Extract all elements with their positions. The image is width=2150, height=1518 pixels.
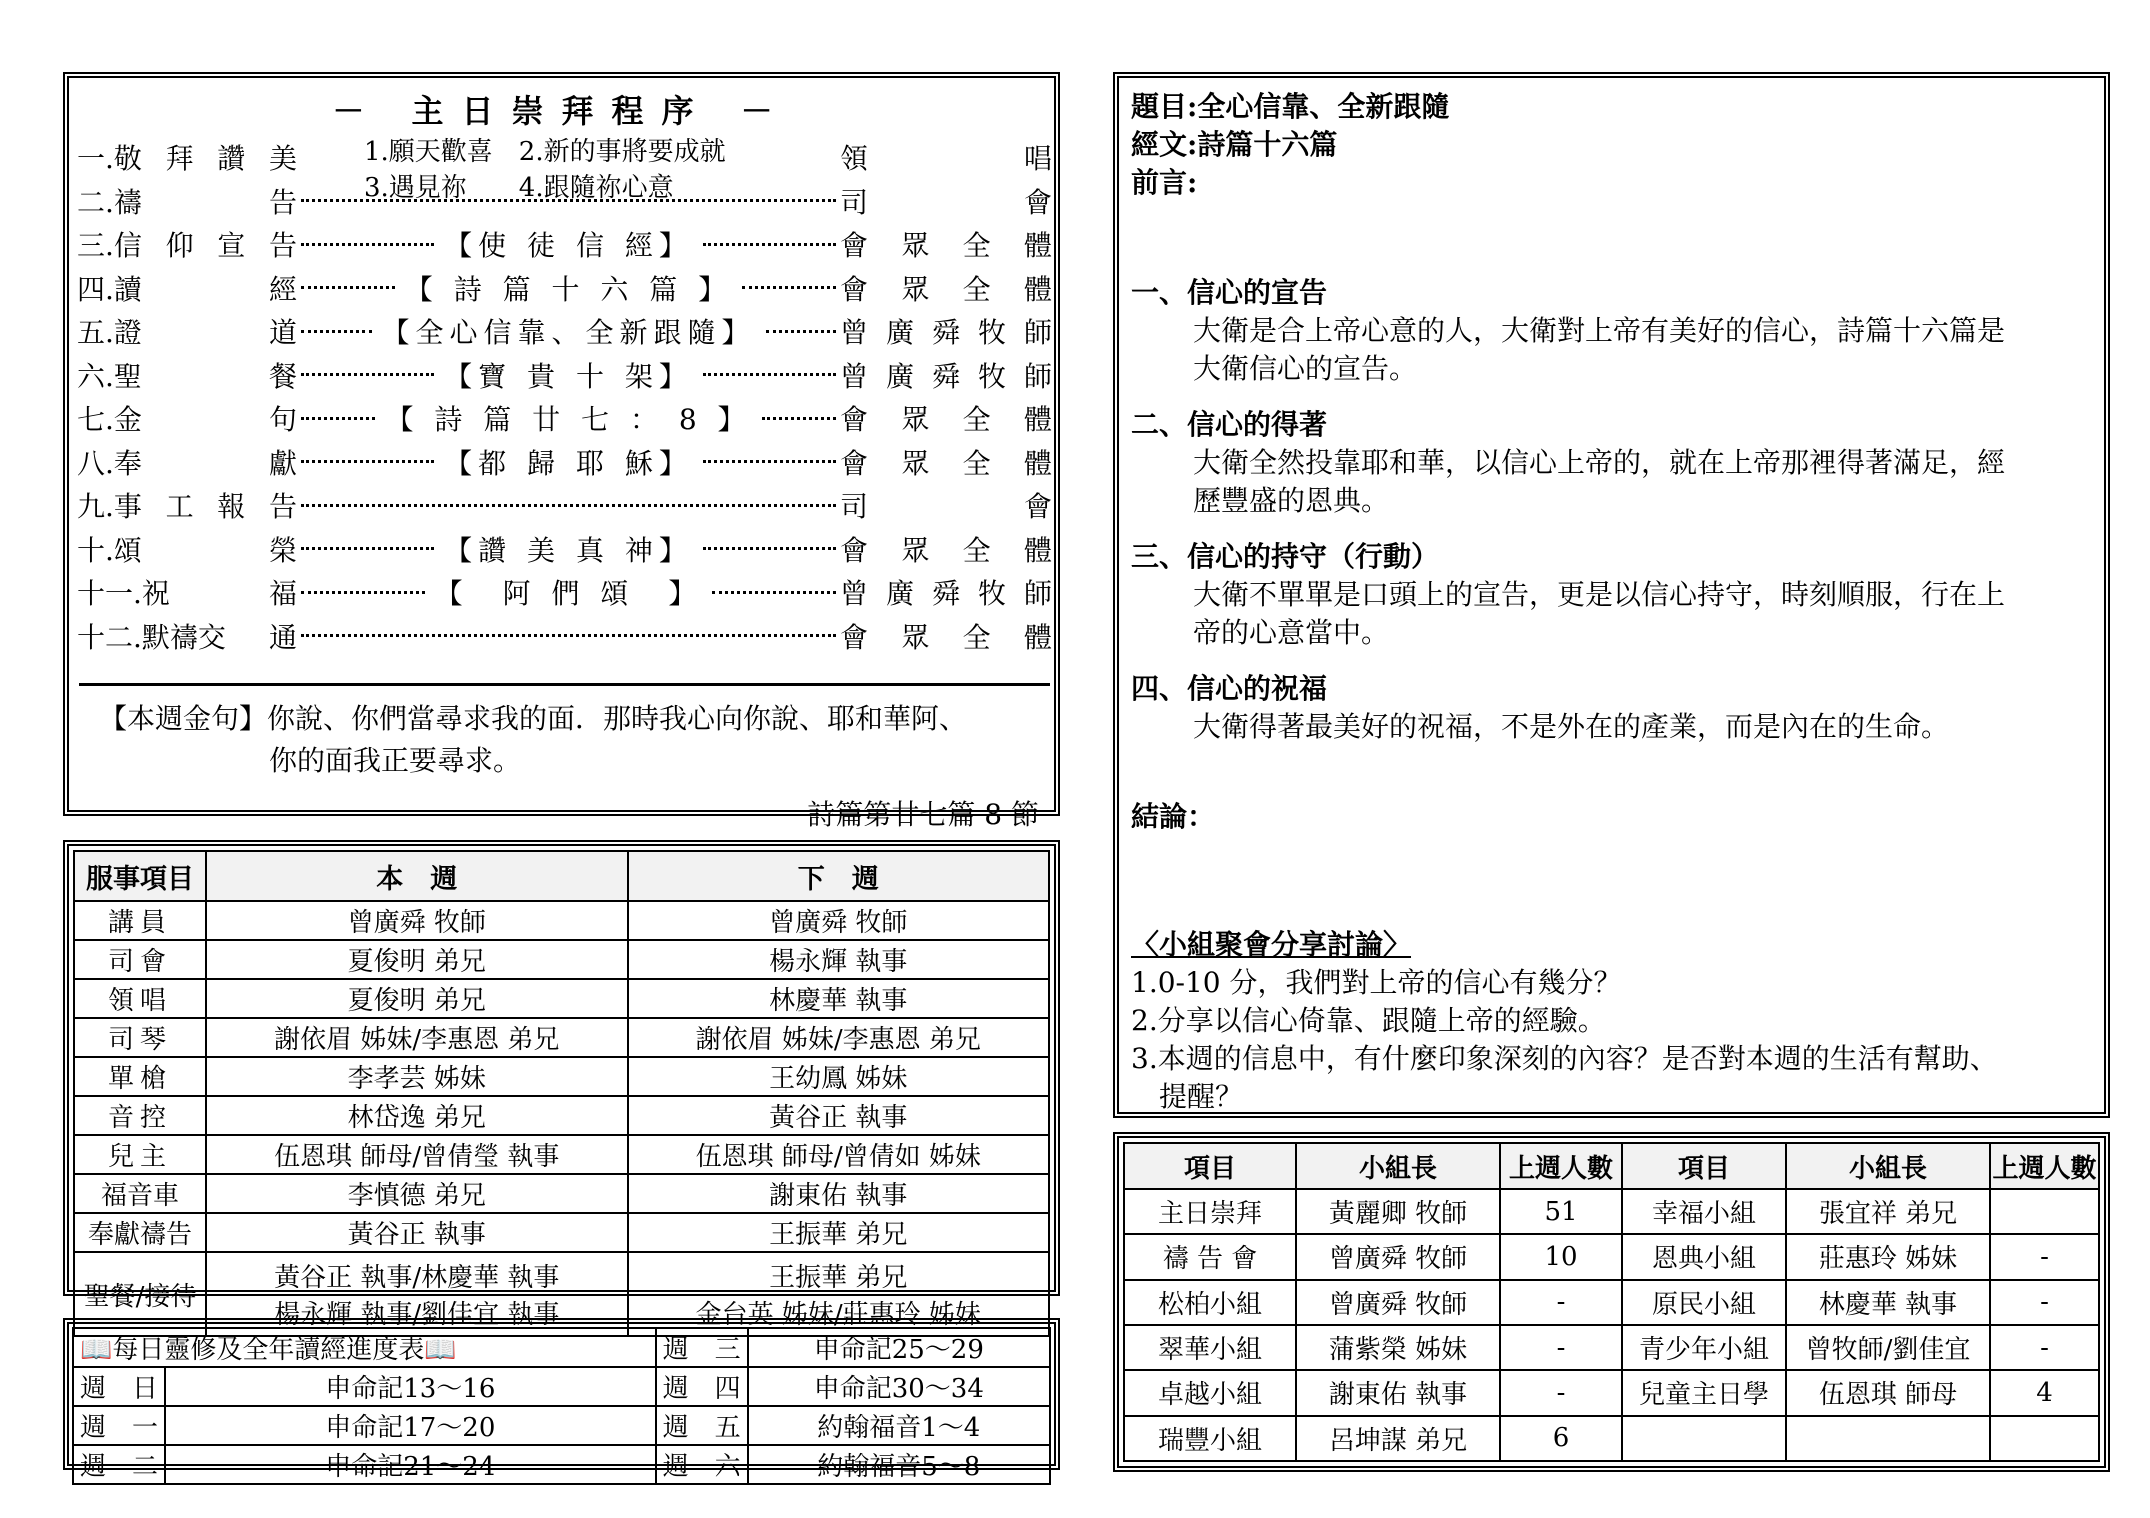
- order-item: [77, 309, 1052, 353]
- order-item-number: 五.證: [77, 316, 142, 349]
- group-cell: 10: [1500, 1234, 1622, 1279]
- discussion-question: 3.本週的信息中，有什麼印象深刻的內容？是否對本週的生活有幫助、: [1131, 1042, 1998, 1075]
- sermon-point: [1131, 670, 2101, 746]
- sermon-point-text: 大衛信心的宣告。: [1193, 352, 1418, 385]
- service-next-week: 謝依眉 姊妹/李惠恩 弟兄: [628, 1018, 1050, 1057]
- leader-dots: [301, 417, 375, 420]
- leader-dots: [703, 243, 836, 246]
- order-item-name: 十.頌 榮: [77, 529, 297, 569]
- reading-passage: 申命記25～29: [748, 1328, 1050, 1367]
- order-item-leader: 曾 廣 舜 牧 師: [840, 359, 1052, 393]
- group-header: 上週人數: [1990, 1143, 2099, 1189]
- order-item-number: 九.事: [77, 490, 142, 523]
- order-item-number: 十.頌: [77, 533, 142, 567]
- table-row: [74, 1096, 1049, 1135]
- service-item: 聖餐/接待: [74, 1252, 206, 1336]
- reading-passage: 約翰福音1～4: [748, 1406, 1050, 1445]
- table-row: [1124, 1189, 2099, 1234]
- order-item: [77, 440, 1052, 484]
- service-next-week: 黃谷正 執事: [628, 1096, 1050, 1135]
- group-cell: [1786, 1416, 1990, 1461]
- discussion-question: 提醒？: [1131, 1080, 1244, 1113]
- sermon-point-heading: 一、信心的宣告: [1131, 276, 1328, 309]
- table-row: [1124, 1280, 2099, 1325]
- order-item-title: 【寶 貴 十 架】: [444, 359, 693, 393]
- group-cell: -: [1990, 1325, 2099, 1370]
- sermon-point-heading: 三、信心的持守（行動）: [1131, 540, 1440, 573]
- service-this-week: 伍恩琪 師母/曾倩瑩 執事: [206, 1135, 628, 1174]
- order-item-leader: 會 眾 全 體: [840, 446, 1052, 480]
- service-item: 單槍: [74, 1057, 206, 1096]
- service-this-week: 李慎德 弟兄: [206, 1174, 628, 1213]
- discussion-question: 2.分享以信心倚靠、跟隨上帝的經驗。: [1131, 1004, 1606, 1037]
- order-item-title: 【 詩 篇 廿 七 ： 8 】: [385, 403, 752, 436]
- table-row: [74, 1135, 1049, 1174]
- reading-day: 週 四: [656, 1367, 748, 1406]
- group-header: 小組長: [1296, 1143, 1500, 1189]
- hymn-line-1: 1.願天歡喜 2.新的事將要成就: [364, 137, 726, 167]
- sermon-title: 題目:全心信靠、全新跟隨: [1131, 90, 1450, 123]
- hymn-line-2: 3.遇見祢 4.跟隨祢心意: [364, 173, 674, 203]
- group-cell: 恩典小組: [1622, 1234, 1786, 1279]
- leader-dots: [712, 591, 836, 594]
- group-cell: -: [1500, 1280, 1622, 1325]
- group-cell: 4: [1990, 1370, 2099, 1415]
- leader-dots: [301, 591, 425, 594]
- sermon-point-text: 大衛不單單是口頭上的宣告，更是以信心持守，時刻順服，行在上: [1193, 578, 2006, 611]
- group-header: 上週人數: [1500, 1143, 1622, 1189]
- group-cell: 51: [1500, 1189, 1622, 1234]
- table-row: [1124, 1370, 2099, 1415]
- order-item-number: 一.敬: [77, 142, 142, 175]
- group-cell: 翠華小組: [1124, 1325, 1296, 1370]
- table-row: [74, 979, 1049, 1018]
- order-item-fill: [297, 311, 840, 351]
- table-row: [73, 1445, 1050, 1484]
- service-next-week: 林慶華 執事: [628, 979, 1050, 1018]
- group-cell: [1990, 1416, 2099, 1461]
- discussion-title: 〈小組聚會分享討論〉: [1131, 928, 1412, 961]
- order-item-fill: [297, 199, 840, 202]
- reading-title: 每日靈修及全年讀經進度表: [112, 1335, 425, 1365]
- table-row: [1124, 1234, 2099, 1279]
- leader-dots: [703, 373, 836, 376]
- group-cell: 蒲紫榮 姊妹: [1296, 1325, 1500, 1370]
- order-item-name: 二.禱 告: [77, 181, 297, 221]
- table-row: [73, 1406, 1050, 1445]
- order-item-fill: [297, 268, 840, 308]
- order-item-name: 一.敬 拜 讚 美: [77, 137, 297, 177]
- group-header: 小組長: [1786, 1143, 1990, 1189]
- table-row: [73, 1328, 1050, 1367]
- service-this-week: 夏俊明 弟兄: [206, 940, 628, 979]
- order-item-title: 【 阿 們 頌 】: [434, 577, 703, 610]
- order-item-title: 【全心信靠、全新跟隨】: [381, 316, 756, 349]
- service-item: 奉獻禱告: [74, 1213, 206, 1252]
- sermon-point-heading: 四、信心的祝福: [1131, 672, 1328, 705]
- group-header: 項目: [1622, 1143, 1786, 1189]
- divider: [79, 683, 1050, 686]
- group-cell: 禱 告 會: [1124, 1234, 1296, 1279]
- leader-dots: [301, 547, 434, 550]
- order-item-leader: 會 眾 全 體: [840, 229, 1052, 262]
- order-item-fill: [297, 224, 840, 264]
- order-item: [77, 483, 1052, 527]
- service-this-week: 黃谷正 執事: [206, 1213, 628, 1252]
- group-cell: -: [1990, 1280, 2099, 1325]
- order-item-title: 【 詩 篇 十 六 篇 】: [404, 272, 733, 306]
- order-item-fill: [297, 504, 840, 507]
- leader-dots: [301, 373, 434, 376]
- discussion-question: 1.0-10 分，我們對上帝的信心有幾分？: [1131, 966, 1622, 999]
- order-item-number: 二.禱: [77, 185, 142, 219]
- order-item-number: 四.讀: [77, 272, 142, 306]
- service-item: 司琴: [74, 1018, 206, 1057]
- order-item-name: 六.聖 餐: [77, 355, 297, 395]
- reading-day: 週 一: [73, 1406, 165, 1445]
- group-cell: 曾牧師/劉佳宜: [1786, 1325, 1990, 1370]
- discussion: [1131, 926, 2101, 1116]
- sermon-intro: 前言:: [1131, 166, 1198, 199]
- order-item-fill: [297, 572, 840, 612]
- sermon-point: [1131, 274, 2101, 388]
- group-stats: [1113, 1132, 2110, 1472]
- reading-passage: 申命記30～34: [748, 1367, 1050, 1406]
- group-cell: 青少年小組: [1622, 1325, 1786, 1370]
- leader-dots: [301, 460, 434, 463]
- leader-dots: [703, 460, 836, 463]
- order-item: [77, 614, 1052, 658]
- order-item-leader: 領 唱: [840, 142, 1052, 175]
- group-cell: 黃麗卿 牧師: [1296, 1189, 1500, 1234]
- sermon-point-text: 帝的心意當中。: [1193, 616, 1390, 649]
- service-table: [73, 850, 1050, 1337]
- order-item-title: 【讚 美 真 神】: [444, 533, 693, 567]
- sermon-point-text: 歷豐盛的恩典。: [1193, 484, 1390, 517]
- order-item-name: 九.事 工 報 告: [77, 485, 297, 525]
- order-item-fill: [297, 355, 840, 395]
- sermon-point-text: 大衛全然投靠耶和華，以信心上帝的，就在上帝那裡得著滿足，經: [1193, 446, 2006, 479]
- group-cell: 曾廣舜 牧師: [1296, 1280, 1500, 1325]
- service-next-week: 王振華 弟兄: [628, 1213, 1050, 1252]
- sermon-point-heading: 二、信心的得著: [1131, 408, 1328, 441]
- service-next-week: 伍恩琪 師母/曾倩如 姊妹: [628, 1135, 1050, 1174]
- group-cell: 呂坤謀 弟兄: [1296, 1416, 1500, 1461]
- table-row: [74, 1057, 1049, 1096]
- order-item-fill: [297, 634, 840, 637]
- order-item-leader: 曾 廣 舜 牧 師: [840, 316, 1052, 349]
- group-cell: 莊惠玲 姊妹: [1786, 1234, 1990, 1279]
- order-item-fill: [297, 442, 840, 482]
- leader-dots: [301, 504, 836, 507]
- leader-dots: [703, 547, 836, 550]
- reading-day: 週 三: [656, 1328, 748, 1367]
- order-item-number: 七.金: [77, 403, 142, 436]
- reading-table: [72, 1327, 1051, 1485]
- leader-dots: [301, 243, 434, 246]
- order-item-name: 八.奉 獻: [77, 442, 297, 482]
- table-row: [74, 1018, 1049, 1057]
- service-item: 司會: [74, 940, 206, 979]
- leader-dots: [301, 286, 395, 289]
- group-cell: 主日崇拜: [1124, 1189, 1296, 1234]
- sermon-point-text: 大衛是合上帝心意的人，大衛對上帝有美好的信心，詩篇十六篇是: [1193, 314, 2006, 347]
- sermon-point: [1131, 538, 2101, 652]
- sermon-notes: [1113, 72, 2110, 1118]
- leader-dots: [301, 199, 836, 202]
- service-roster: [63, 840, 1060, 1330]
- table-row: [73, 1367, 1050, 1406]
- group-cell: 謝東佑 執事: [1296, 1370, 1500, 1415]
- order-item-number: 八.奉: [77, 446, 142, 480]
- order-item-leader: 會 眾 全 體: [840, 620, 1052, 654]
- service-this-week: 夏俊明 弟兄: [206, 979, 628, 1018]
- group-cell: 松柏小組: [1124, 1280, 1296, 1325]
- header-next-week: 下 週: [628, 851, 1050, 901]
- sermon-point-text: 大衛得著最美好的祝福，不是外在的產業，而是內在的生命。: [1193, 710, 1950, 743]
- sermon-scripture: 經文:詩篇十六篇: [1131, 128, 1338, 161]
- order-item-leader: 會 眾 全 體: [840, 403, 1052, 436]
- order-item: [77, 222, 1052, 266]
- header-this-week: 本 週: [206, 851, 628, 901]
- order-item-title: 【都 歸 耶 穌】: [444, 446, 693, 480]
- sermon-conclusion: 結論：: [1131, 800, 1216, 833]
- order-item-title: 【使 徒 信 經】: [444, 229, 693, 262]
- group-cell: 張宜祥 弟兄: [1786, 1189, 1990, 1234]
- group-cell: -: [1500, 1370, 1622, 1415]
- group-cell: 伍恩琪 師母: [1786, 1370, 1990, 1415]
- leader-dots: [742, 286, 836, 289]
- service-next-week: 楊永輝 執事: [628, 940, 1050, 979]
- golden-verse-label: 【本週金句】: [99, 702, 268, 735]
- order-item: [77, 570, 1052, 614]
- table-row: [74, 901, 1049, 940]
- service-this-week: 黃谷正 執事/林慶華 執事 楊永輝 執事/劉佳宜 執事: [206, 1252, 628, 1336]
- order-item-name: 三.信 仰 宣 告: [77, 224, 297, 264]
- order-of-service: [63, 72, 1060, 831]
- group-cell: 6: [1500, 1416, 1622, 1461]
- table-row: [74, 1174, 1049, 1213]
- leader-dots: [301, 634, 836, 637]
- header-item: 服事項目: [74, 851, 206, 901]
- table-row: [74, 940, 1049, 979]
- order-item-fill: [297, 529, 840, 569]
- service-item: 講員: [74, 901, 206, 940]
- golden-verse-ref: 詩篇第廿七篇 8 節: [807, 798, 1039, 831]
- order-item: [77, 353, 1052, 397]
- reading-day: 週 二: [73, 1445, 165, 1484]
- service-next-week: 謝東佑 執事: [628, 1174, 1050, 1213]
- group-cell: 幸福小組: [1622, 1189, 1786, 1234]
- order-item-leader: 會 眾 全 體: [840, 272, 1052, 306]
- reading-day: 週 五: [656, 1406, 748, 1445]
- service-item: 兒主: [74, 1135, 206, 1174]
- leader-dots: [762, 417, 836, 420]
- order-title: － 主日崇拜程序 －: [332, 92, 791, 130]
- reading-title-cell: [73, 1328, 656, 1367]
- group-cell: 林慶華 執事: [1786, 1280, 1990, 1325]
- service-next-week: 王振華 弟兄 金台英 姊妹/莊惠玲 姊妹: [628, 1252, 1050, 1336]
- order-item-name: 十一.祝 福: [77, 572, 297, 612]
- order-item-name: 七.金 句: [77, 398, 297, 438]
- service-this-week: 謝依眉 姊妹/李惠恩 弟兄: [206, 1018, 628, 1057]
- reading-passage: 申命記13～16: [165, 1367, 656, 1406]
- order-item-leader: 司 會: [840, 490, 1052, 523]
- order-item-number: 六.聖: [77, 359, 142, 393]
- service-next-week: 曾廣舜 牧師: [628, 901, 1050, 940]
- order-item-number: 三.信: [77, 229, 142, 262]
- reading-passage: 約翰福音5～8: [748, 1445, 1050, 1484]
- service-item: 領唱: [74, 979, 206, 1018]
- service-this-week: 曾廣舜 牧師: [206, 901, 628, 940]
- group-cell: 卓越小組: [1124, 1370, 1296, 1415]
- table-row: [74, 1213, 1049, 1252]
- group-cell: -: [1990, 1234, 2099, 1279]
- order-item: [77, 266, 1052, 310]
- group-cell: 兒童主日學: [1622, 1370, 1786, 1415]
- golden-verse-text-1: 你說、你們當尋求我的面．那時我心向你說、耶和華阿、: [267, 702, 968, 735]
- book-icon: 📖: [424, 1335, 457, 1365]
- group-table: [1123, 1142, 2100, 1462]
- order-item-leader: 曾 廣 舜 牧 師: [840, 577, 1052, 610]
- service-item: 福音車: [74, 1174, 206, 1213]
- order-item-name: 十二.默禱交 通: [77, 616, 297, 656]
- golden-verse-text-2: 你的面我正要尋求。: [269, 744, 522, 777]
- reading-plan: [63, 1318, 1060, 1482]
- book-icon: 📖: [80, 1335, 113, 1365]
- service-this-week: 李孝芸 姊妹: [206, 1057, 628, 1096]
- order-item-number: 十二.默禱交: [77, 620, 226, 654]
- group-header: 項目: [1124, 1143, 1296, 1189]
- order-item-name: 五.證 道: [77, 311, 297, 351]
- reading-passage: 申命記21～24: [165, 1445, 656, 1484]
- golden-verse: [99, 698, 1039, 831]
- order-item: [77, 527, 1052, 571]
- order-item-leader: 司 會: [840, 185, 1052, 219]
- leader-dots: [301, 330, 372, 333]
- order-item-number: 十一.祝: [77, 577, 170, 610]
- group-cell: -: [1500, 1325, 1622, 1370]
- service-item: 音控: [74, 1096, 206, 1135]
- group-cell: 原民小組: [1622, 1280, 1786, 1325]
- sermon-point: [1131, 406, 2101, 520]
- reading-day: 週 日: [73, 1367, 165, 1406]
- leader-dots: [766, 330, 837, 333]
- order-item: [77, 179, 1052, 223]
- order-item: [77, 396, 1052, 440]
- order-item-fill: [297, 398, 840, 438]
- group-cell: 曾廣舜 牧師: [1296, 1234, 1500, 1279]
- order-item: [77, 135, 1052, 179]
- service-this-week: 林岱逸 弟兄: [206, 1096, 628, 1135]
- order-item-leader: 會 眾 全 體: [840, 533, 1052, 567]
- table-row: [1124, 1416, 2099, 1461]
- table-row: [1124, 1325, 2099, 1370]
- order-item-name: 四.讀 經: [77, 268, 297, 308]
- reading-day: 週 六: [656, 1445, 748, 1484]
- group-cell: 瑞豐小組: [1124, 1416, 1296, 1461]
- group-cell: [1622, 1416, 1786, 1461]
- group-cell: [1990, 1189, 2099, 1234]
- reading-passage: 申命記17～20: [165, 1406, 656, 1445]
- service-next-week: 王幼鳳 姊妹: [628, 1057, 1050, 1096]
